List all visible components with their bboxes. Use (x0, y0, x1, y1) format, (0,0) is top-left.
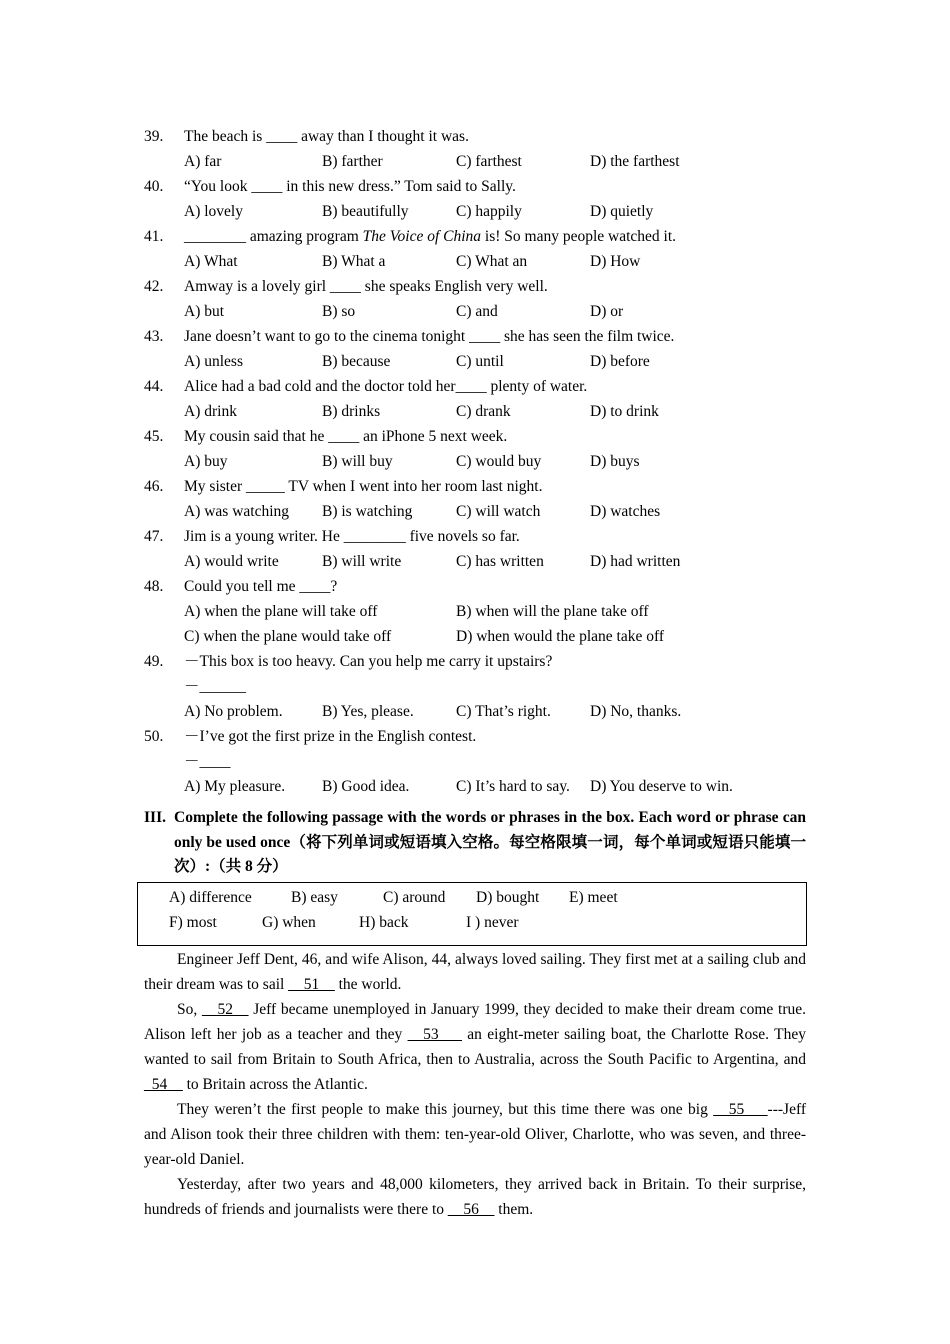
option-c: C) drank (456, 403, 511, 420)
question-stem (184, 224, 676, 249)
question-number: 45. (144, 428, 164, 445)
question-stem: My sister _____ TV when I went into her room last night. (184, 478, 543, 495)
option-c: C) What an (456, 253, 528, 270)
blank-51: __51__ (288, 975, 335, 993)
question-48 (144, 574, 806, 599)
blank-56: __56__ (447, 1200, 495, 1218)
passage-text: Engineer Jeff Dent, 46, and wife Alison, 44, always loved sailing. They first met at a sailing club and their dream was to sail (144, 950, 806, 993)
word-box (137, 882, 807, 946)
option-d: D) How (590, 253, 641, 270)
passage-paragraph (144, 1172, 806, 1222)
option-c: C) until (456, 353, 504, 370)
option-d: D) No, thanks. (590, 703, 682, 720)
option-d: D) quietly (590, 203, 654, 220)
passage-text: to Britain across the Atlantic. (182, 1075, 368, 1093)
option-b: B) Yes, please. (322, 703, 414, 720)
question-number: 49. (144, 653, 164, 670)
blank-55: __55___ (713, 1100, 768, 1118)
question-number: 43. (144, 328, 164, 345)
passage-text: They weren’t the first people to make this journey, but this time there was one big (177, 1100, 714, 1118)
option-c: C) has written (456, 553, 544, 570)
question-39 (144, 124, 806, 149)
option-b: B) when will the plane take off (456, 603, 649, 620)
options-50 (144, 774, 806, 799)
passage-text: Jeff became unemployed in January 1999, they decided to make their dream come true. Alison left her job as a teacher and they (144, 1000, 806, 1043)
question-stem: Could you tell me ____? (184, 578, 338, 595)
question-stem: My cousin said that he ____ an iPhone 5 next week. (184, 428, 508, 445)
option-a: A) but (184, 303, 225, 320)
option-b: B) because (322, 353, 391, 370)
options-41 (144, 249, 806, 274)
options-49 (144, 699, 806, 724)
option-a: A) far (184, 153, 222, 170)
option-a: A) No problem. (184, 703, 283, 720)
options-47 (144, 549, 806, 574)
section-number: III. (144, 809, 166, 826)
question-number: 47. (144, 528, 164, 545)
stem-part: is! So many people watched it. (481, 228, 677, 245)
option-c: C) happily (456, 203, 522, 220)
program-title: The Voice of China (362, 228, 482, 245)
question-stem: Alice had a bad cold and the doctor told her____ plenty of water. (184, 378, 588, 395)
question-41 (144, 224, 806, 249)
passage-paragraph (144, 947, 806, 997)
passage-text: them. (494, 1200, 534, 1218)
question-number: 39. (144, 128, 164, 145)
option-d: D) watches (590, 503, 661, 520)
option-d: D) buys (590, 453, 640, 470)
option-a: A) would write (184, 553, 279, 570)
question-stem: “You look ____ in this new dress.” Tom said to Sally. (184, 178, 516, 195)
option-a: A) drink (184, 403, 237, 420)
blank-54: _54__ (144, 1075, 183, 1093)
passage-paragraph (144, 1097, 806, 1172)
option-b: B) will write (322, 553, 402, 570)
word-option: F) most (169, 913, 217, 931)
question-46 (144, 474, 806, 499)
options-42 (144, 299, 806, 324)
options-48-row2 (144, 624, 806, 649)
option-d: D) or (590, 303, 624, 320)
option-a: A) My pleasure. (184, 778, 286, 795)
question-number: 40. (144, 178, 164, 195)
stem-part: ________ amazing program (184, 228, 363, 245)
options-45 (144, 449, 806, 474)
word-option: A) difference (169, 888, 252, 906)
option-c: C) would buy (456, 453, 542, 470)
reply-blank: －______ (184, 678, 247, 695)
option-b: B) What a (322, 253, 386, 270)
section-heading (144, 806, 806, 880)
passage-text: an eight-meter sailing boat, the Charlotte Rose. They wanted to sail from Britain to South Africa, then to Australia, across the South Pacific to Argentina, and (144, 1025, 806, 1068)
passage-text: the world. (334, 975, 402, 993)
dialog-reply (144, 674, 806, 699)
question-49 (144, 649, 806, 674)
option-b: B) will buy (322, 453, 393, 470)
option-a: A) unless (184, 353, 243, 370)
question-stem: The beach is ____ away than I thought it was. (184, 128, 469, 145)
option-b: B) Good idea. (322, 778, 410, 795)
question-47 (144, 524, 806, 549)
option-a: A) What (184, 253, 238, 270)
passage-text: So, (177, 1000, 202, 1018)
option-b: B) so (322, 303, 356, 320)
options-40 (144, 199, 806, 224)
question-stem: Jim is a young writer. He ________ five novels so far. (184, 528, 520, 545)
option-c: C) farthest (456, 153, 522, 170)
word-option: D) bought (476, 888, 540, 906)
options-44 (144, 399, 806, 424)
option-b: B) farther (322, 153, 383, 170)
question-number: 50. (144, 728, 164, 745)
passage-text: Yesterday, after two years and 48,000 kilometers, they arrived back in Britain. To their surprise, hundreds of friends and journalists were there to (144, 1175, 806, 1218)
question-stem: －This box is too heavy. Can you help me carry it upstairs? (184, 653, 553, 670)
question-45 (144, 424, 806, 449)
question-stem: Jane doesn’t want to go to the cinema tonight ____ she has seen the film twice. (184, 328, 675, 345)
option-d: D) to drink (590, 403, 659, 420)
section-instructions: Complete the following passage with the words or phrases in the box. Each word or phrase can only be used once（将下列单词或短语填入空格。每空格限填一词，每个单词或短语只能填一次）:（共 8 分） (174, 809, 806, 875)
question-44 (144, 374, 806, 399)
blank-53: __53___ (407, 1025, 462, 1043)
option-b: B) drinks (322, 403, 381, 420)
reading-passage (144, 947, 806, 1222)
word-option: E) meet (569, 888, 618, 906)
option-a: A) was watching (184, 503, 290, 520)
question-stem: Amway is a lovely girl ____ she speaks English very well. (184, 278, 548, 295)
reply-blank: －____ (184, 753, 231, 770)
option-d: D) when would the plane take off (456, 628, 665, 645)
question-number: 44. (144, 378, 164, 395)
option-a: A) lovely (184, 203, 243, 220)
passage-paragraph (144, 997, 806, 1097)
question-number: 42. (144, 278, 164, 295)
word-option: C) around (383, 888, 446, 906)
option-c: C) will watch (456, 503, 541, 520)
exam-page (144, 124, 806, 1222)
option-c: C) It’s hard to say. (456, 778, 570, 795)
option-c: C) when the plane would take off (184, 628, 392, 645)
option-c: C) and (456, 303, 498, 320)
question-number: 41. (144, 228, 164, 245)
options-46 (144, 499, 806, 524)
option-a: A) when the plane will take off (184, 603, 378, 620)
option-a: A) buy (184, 453, 228, 470)
word-option: G) when (262, 913, 316, 931)
question-stem: －I’ve got the first prize in the English contest. (184, 728, 477, 745)
word-option: I ) never (466, 913, 519, 931)
question-50 (144, 724, 806, 749)
passage-text: ---Jeff and Alison took their three children with them: ten-year-old Oliver, Charlotte, who was seven, and three-year-old Daniel. (144, 1100, 806, 1168)
question-42 (144, 274, 806, 299)
option-d: D) before (590, 353, 650, 370)
option-d: D) You deserve to win. (590, 778, 733, 795)
question-40 (144, 174, 806, 199)
option-b: B) is watching (322, 503, 413, 520)
option-b: B) beautifully (322, 203, 409, 220)
option-d: D) had written (590, 553, 681, 570)
blank-52: __52__ (201, 1000, 249, 1018)
option-d: D) the farthest (590, 153, 680, 170)
options-43 (144, 349, 806, 374)
option-c: C) That’s right. (456, 703, 551, 720)
question-number: 46. (144, 478, 164, 495)
dialog-reply (144, 749, 806, 774)
options-39 (144, 149, 806, 174)
word-option: B) easy (291, 888, 338, 906)
word-option: H) back (359, 913, 409, 931)
question-43 (144, 324, 806, 349)
options-48-row1 (144, 599, 806, 624)
question-number: 48. (144, 578, 164, 595)
